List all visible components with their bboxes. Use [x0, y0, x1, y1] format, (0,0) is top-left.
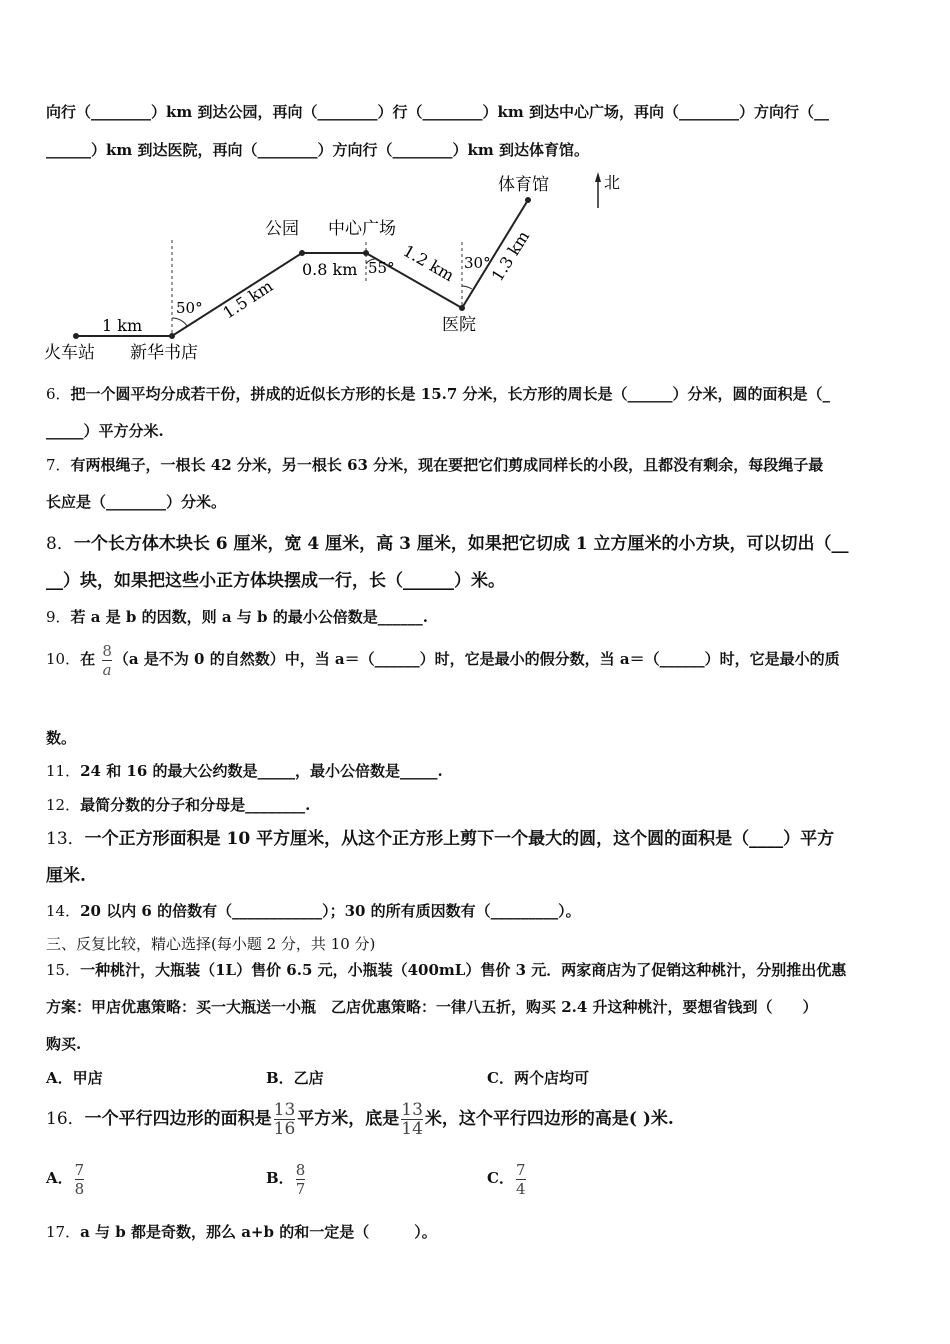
- q6-line1: 6．把一个圆平均分成若干份，拼成的近似长方形的长是 15.7 分米，长方形的周长是（______）分米，圆的面积是（_: [46, 385, 831, 403]
- q9-line: 9．若 a 是 b 的因数，则 a 与 b 的最小公倍数是______.: [46, 608, 428, 626]
- q15-line3: 购买.: [46, 1035, 82, 1053]
- q8-line2: __）块，如果把这些小正方体块摆成一行，长（______）米。: [46, 571, 505, 591]
- map-bookstore: 新华书店: [130, 343, 198, 363]
- q15-line1: 15．一种桃汁，大瓶装（1L）售价 6.5 元，小瓶装（400mL）售价 3 元．两家商店为了促销这种桃汁，分别推出优惠: [46, 961, 847, 979]
- q7-line2: 长应是（________）分米。: [46, 493, 227, 511]
- map-dist-1: 1 km: [102, 316, 143, 335]
- q14-line: 14．20 以内 6 的倍数有（____________）；30 的所有质因数有（_________）。: [46, 902, 581, 920]
- q16-option-a[interactable]: A． $\frac{7}{8}$: [46, 1160, 85, 1198]
- q12-line: 12．最简分数的分子和分母是________.: [46, 796, 311, 814]
- q11-line: 11．24 和 16 的最大公约数是_____，最小公倍数是_____.: [46, 762, 443, 780]
- map-plaza: 中心广场: [328, 219, 396, 239]
- q16-line: 16．一个平行四边形的面积是 $\frac{13}{16}$ 平方米，底是 $\frac{13}{14}$ 米，这个平行四边形的高是( )米.: [46, 1100, 674, 1139]
- map-stadium: 体育馆: [498, 175, 549, 195]
- q6-line2: _____）平方分米.: [46, 422, 164, 440]
- map-dist-2: 1.5 km: [219, 276, 277, 323]
- q10-fraction: $\frac{8}{a}$: [102, 641, 112, 679]
- map-dist-3: 0.8 km: [302, 260, 358, 279]
- q15-line2: 方案：甲店优惠策略：买一大瓶送一小瓶 乙店优惠策略：一律八五折，购买 2.4 升这种桃汁，要想省钱到（ ）: [46, 998, 818, 1016]
- q16-area-fraction: $\frac{13}{16}$: [273, 1100, 296, 1139]
- map-angle-3: 30°: [464, 254, 491, 272]
- map-park: 公园: [265, 219, 299, 239]
- q13-line1: 13．一个正方形面积是 10 平方厘米，从这个正方形上剪下一个最大的圆，这个圆的面积是（____）平方: [46, 829, 835, 849]
- map-angle-1: 50°: [176, 299, 203, 317]
- q15-option-a[interactable]: A．甲店: [46, 1069, 103, 1087]
- map-station: 火车站: [44, 343, 95, 363]
- map-angle-2: 55°: [368, 259, 395, 277]
- q7-line1: 7．有两根绳子，一根长 42 分米，另一根长 63 分米，现在要把它们剪成同样长的小段，且都没有剩余，每段绳子最: [46, 456, 824, 474]
- map-north: 北: [604, 173, 621, 192]
- q16-base-fraction: $\frac{13}{14}$: [401, 1100, 423, 1139]
- q10-line2: 数。: [46, 729, 77, 747]
- map-hospital: 医院: [442, 315, 476, 335]
- q8-line1: 8．一个长方体木块长 6 厘米，宽 4 厘米，高 3 厘米，如果把它切成 1 立方厘米的小方块，可以切出（__: [46, 534, 849, 554]
- q5-line2: ______）km 到达医院，再向（________）方向行（________）km 到达体育馆。: [46, 141, 589, 159]
- section-3-heading: 三、反复比较，精心选择(每小题 2 分，共 10 分): [46, 935, 376, 953]
- map-dist-4: 1.2 km: [399, 241, 458, 286]
- q15-option-c[interactable]: C．两个店均可: [487, 1069, 589, 1087]
- q10-line1: 10．在 $\frac{8}{a}$ （a 是不为 0 的自然数）中，当 a＝（______）时，它是最小的假分数，当 a＝（______）时，它是最小的质: [46, 641, 840, 679]
- q16-option-c[interactable]: C． $\frac{7}{4}$: [487, 1160, 526, 1198]
- q17-line: 17．a 与 b 都是奇数，那么 a+b 的和一定是（ ）。: [46, 1223, 437, 1241]
- q13-line2: 厘米.: [46, 866, 86, 886]
- q16-option-b[interactable]: B． $\frac{8}{7}$: [266, 1160, 306, 1198]
- q5-line1: 向行（________）km 到达公园，再向（________）行（________）km 到达中心广场，再向（________）方向行（__: [46, 103, 829, 121]
- map-dist-5: 1.3 km: [487, 227, 534, 285]
- route-map: [40, 168, 640, 368]
- q15-option-b[interactable]: B．乙店: [266, 1069, 324, 1087]
